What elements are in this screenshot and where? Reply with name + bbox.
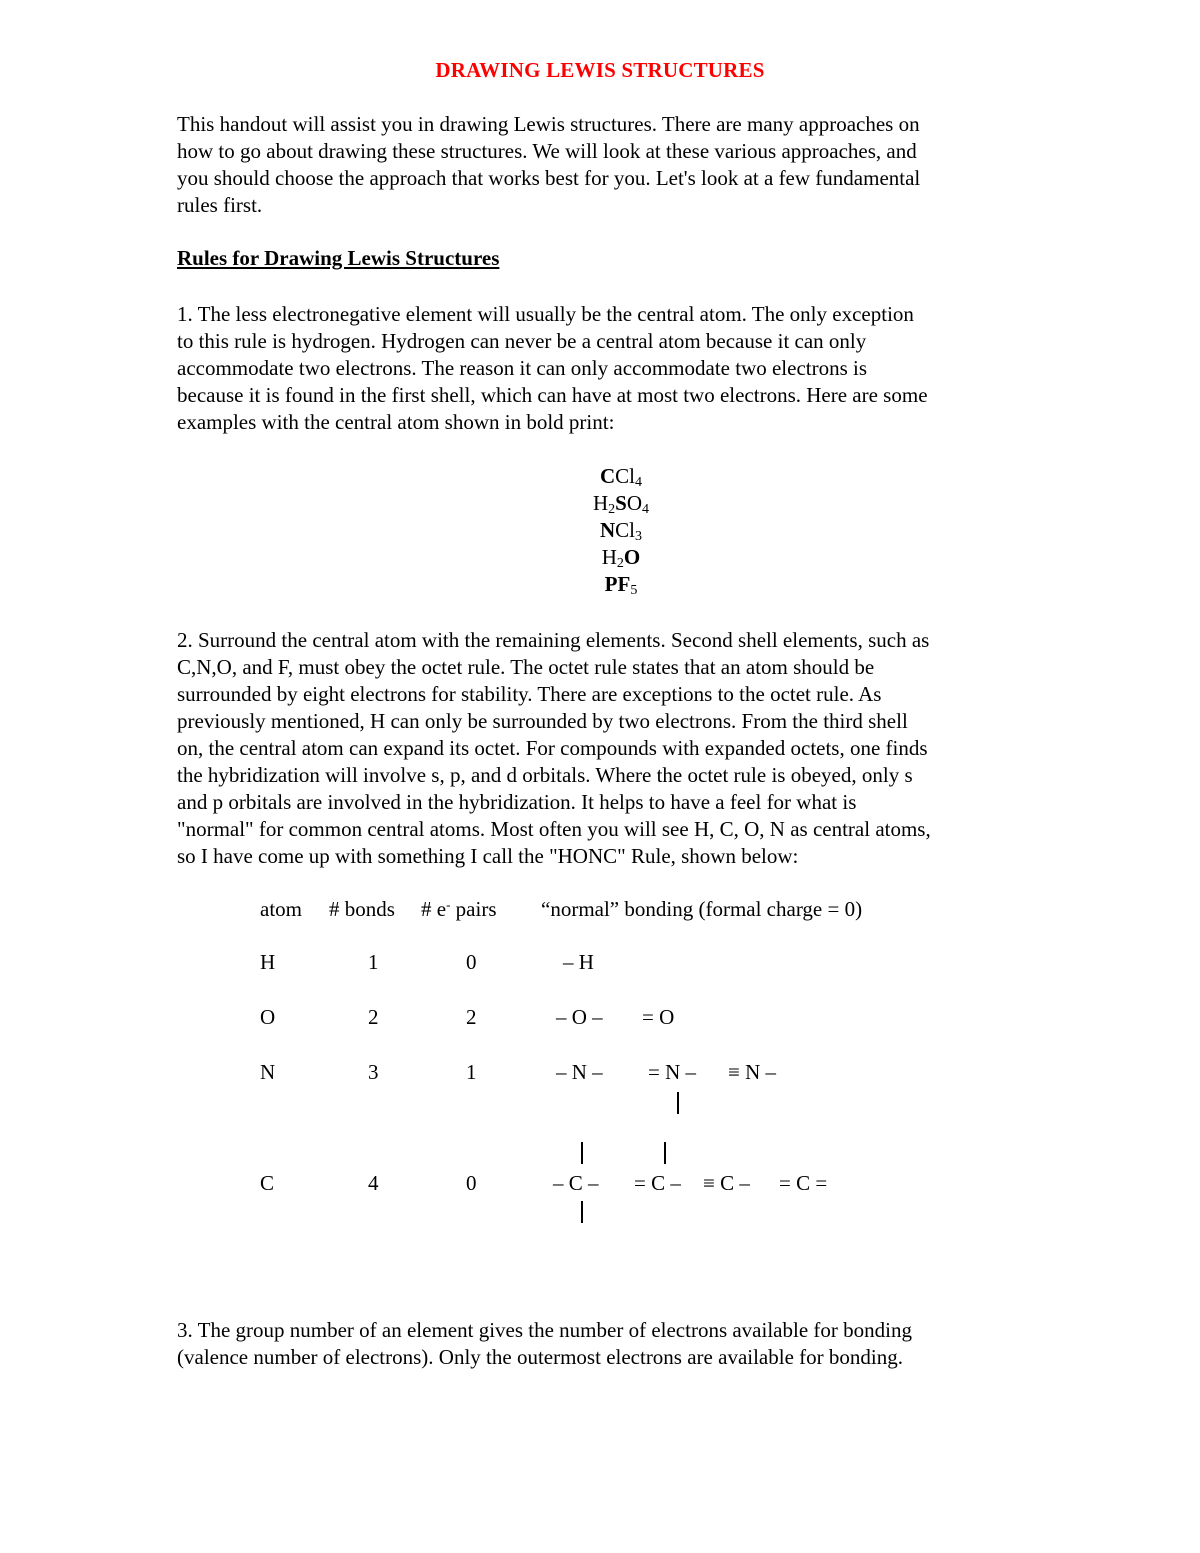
row-n-structure: – N – bbox=[556, 1060, 603, 1084]
rule-2-line: C,N,O, and F, must obey the octet rule. The octet rule states that an atom should be bbox=[177, 655, 875, 679]
bond-line-vertical bbox=[677, 1092, 679, 1114]
formula-pf5: $PF_5$ bbox=[604, 572, 638, 598]
header-bonds: # bonds bbox=[329, 897, 395, 921]
rule-1-line: examples with the central atom shown in bold print: bbox=[177, 410, 615, 434]
rule-2-line: on, the central atom can expand its octet. For compounds with expanded octets, one finds bbox=[177, 736, 928, 760]
central-atom: S bbox=[615, 491, 627, 515]
bond-line-vertical bbox=[581, 1142, 583, 1164]
row-o-structure: – O – bbox=[556, 1005, 603, 1029]
row-c-structure: = C = bbox=[779, 1171, 828, 1195]
formula-h2so4: $H_2SO_4$ bbox=[592, 491, 650, 517]
rule-3-line: (valence number of electrons). Only the outermost electrons are available for bonding. bbox=[177, 1345, 903, 1369]
formula-ncl3: NCl$_3$ bbox=[599, 518, 642, 544]
rule-2-line: previously mentioned, H can only be surrounded by two electrons. From the third shell bbox=[177, 709, 908, 733]
row-n-structure: ≡ N – bbox=[728, 1060, 777, 1084]
central-atom: O bbox=[623, 545, 641, 569]
row-o-atom: O bbox=[260, 1005, 276, 1029]
rule-1-line: to this rule is hydrogen. Hydrogen can never be a central atom because it can only bbox=[177, 329, 867, 353]
bond-line-vertical bbox=[581, 1201, 583, 1223]
row-n-bonds: 3 bbox=[368, 1060, 379, 1084]
rule-1-line: accommodate two electrons. The reason it can only accommodate two electrons is bbox=[177, 356, 868, 380]
bond-line-vertical bbox=[664, 1142, 666, 1164]
rule-1-line: 1. The less electronegative element will usually be the central atom. The only exception bbox=[177, 302, 914, 326]
row-o-bonds: 2 bbox=[368, 1005, 379, 1029]
rule-2-line: so I have come up with something I call the "HONC" Rule, shown below: bbox=[177, 844, 799, 868]
intro-line: you should choose the approach that works best for you. Let's look at a few fundamental bbox=[177, 166, 921, 190]
intro-line: This handout will assist you in drawing Lewis structures. There are many approaches on bbox=[177, 112, 920, 136]
row-c-structure: ≡ C – bbox=[703, 1171, 750, 1195]
formula-h2o: $H_2O$ bbox=[601, 545, 641, 571]
document-title: DRAWING LEWIS STRUCTURES bbox=[435, 58, 765, 82]
header-atom: atom bbox=[260, 897, 302, 921]
rule-3-line: 3. The group number of an element gives the number of electrons available for bonding bbox=[177, 1318, 912, 1342]
row-h-atom: H bbox=[260, 950, 276, 974]
row-c-atom: C bbox=[260, 1171, 275, 1195]
formula-ccl4: CCl$_4$ bbox=[599, 464, 642, 490]
row-n-pairs: 1 bbox=[466, 1060, 477, 1084]
rule-2-line: and p orbitals are involved in the hybridization. It helps to have a feel for what is bbox=[177, 790, 857, 814]
row-o-pairs: 2 bbox=[466, 1005, 477, 1029]
rule-3-paragraph bbox=[177, 1317, 1057, 1371]
intro-line: rules first. bbox=[177, 193, 263, 217]
rule-1-line: because it is found in the first shell, which can have at most two electrons. Here are some bbox=[177, 383, 928, 407]
row-n-atom: N bbox=[260, 1060, 276, 1084]
rule-2-line: "normal" for common central atoms. Most often you will see H, C, O, N as central atoms, bbox=[177, 817, 931, 841]
row-h-structure: – H bbox=[563, 950, 594, 974]
intro-line: how to go about drawing these structures. We will look at these various approaches, and bbox=[177, 139, 917, 163]
rules-heading: Rules for Drawing Lewis Structures bbox=[177, 246, 500, 270]
rule-2-line: surrounded by eight electrons for stability. There are exceptions to the octet rule. As bbox=[177, 682, 882, 706]
row-n-structure: = N – bbox=[648, 1060, 697, 1084]
row-o-structure: = O bbox=[642, 1005, 675, 1029]
header-electron-pairs: # e- pairs bbox=[421, 897, 497, 921]
header-normal-bonding: “normal” bonding (formal charge = 0) bbox=[541, 897, 863, 921]
rule-2-line: 2. Surround the central atom with the remaining elements. Second shell elements, such as bbox=[177, 628, 930, 652]
central-atom: C bbox=[599, 464, 616, 488]
row-h-pairs: 0 bbox=[466, 950, 477, 974]
central-atom: N bbox=[599, 518, 616, 542]
row-c-pairs: 0 bbox=[466, 1171, 477, 1195]
row-c-bonds: 4 bbox=[368, 1171, 379, 1195]
central-atom: P bbox=[604, 572, 618, 596]
rule-2-line: the hybridization will involve s, p, and d orbitals. Where the octet rule is obeyed, only s bbox=[177, 763, 913, 787]
row-h-bonds: 1 bbox=[368, 950, 379, 974]
row-c-structure: – C – bbox=[553, 1171, 599, 1195]
row-c-structure: = C – bbox=[634, 1171, 681, 1195]
